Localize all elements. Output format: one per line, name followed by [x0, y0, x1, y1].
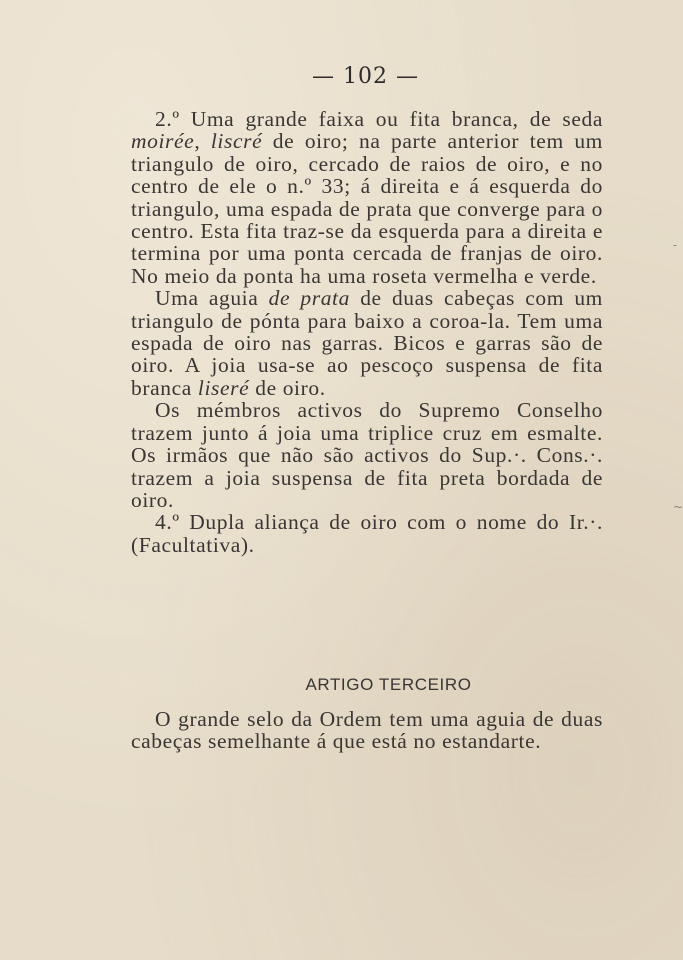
p1-rest: de oiro; na parte anterior tem um triangulo de oiro, cercado de raios de oiro, e no centro de ele o n.º 33; á direita e á esquerda do triangulo, uma espada de prata que converge para o centro. Esta fita traz-se da esquerda para a direita e termina por uma ponta cercada de franjas de oiro. No meio da ponta ha uma roseta vermelha e verde. [131, 129, 604, 288]
margin-speck: - [673, 238, 678, 252]
p2-mid: de duas cabeças com um triangulo de pónta para baixo a coroa-la. Tem uma espada de oiro nas garras. Bicos e garras são de oiro. A joia usa-se ao pescoço suspensa de fita branca [131, 286, 603, 400]
page-number: — 102 — [312, 64, 419, 89]
p1-italic-moiree: moirée [131, 129, 195, 154]
p2-italic-de-prata: de prata [268, 286, 350, 311]
body-text [131, 108, 603, 556]
p2-start: Uma aguia [155, 286, 269, 311]
p1-italic-liscre: liscré [210, 129, 263, 154]
margin-speck: ~ [673, 500, 683, 514]
p2-italic-lisere: liseré [197, 375, 250, 400]
section-text [131, 708, 603, 753]
paragraph-selo: O grande selo da Ordem tem uma aguia de duas cabeças semelhante á que está no estandarte. [131, 707, 603, 754]
p1-start: 2.º Uma grande faixa ou fita branca, de seda [155, 107, 603, 131]
paragraph-item-2 [131, 108, 603, 287]
paragraph-item-4: 4.º Dupla aliança de oiro com o nome do Ir.·. (Facultativa). [131, 510, 603, 557]
paragraph-aguia [131, 287, 603, 399]
p2-end: de oiro. [249, 375, 326, 400]
section-heading: ARTIGO TERCEIRO [305, 675, 472, 694]
p1-mid: , [194, 129, 211, 154]
paragraph-membros: Os mémbros activos do Supremo Conselho trazem junto á joia uma triplice cruz em esmalte. Os irmãos que não são activos do Sup.·. Cons.·. trazem a joia suspensa de fita preta bordada de oiro. [131, 398, 603, 512]
